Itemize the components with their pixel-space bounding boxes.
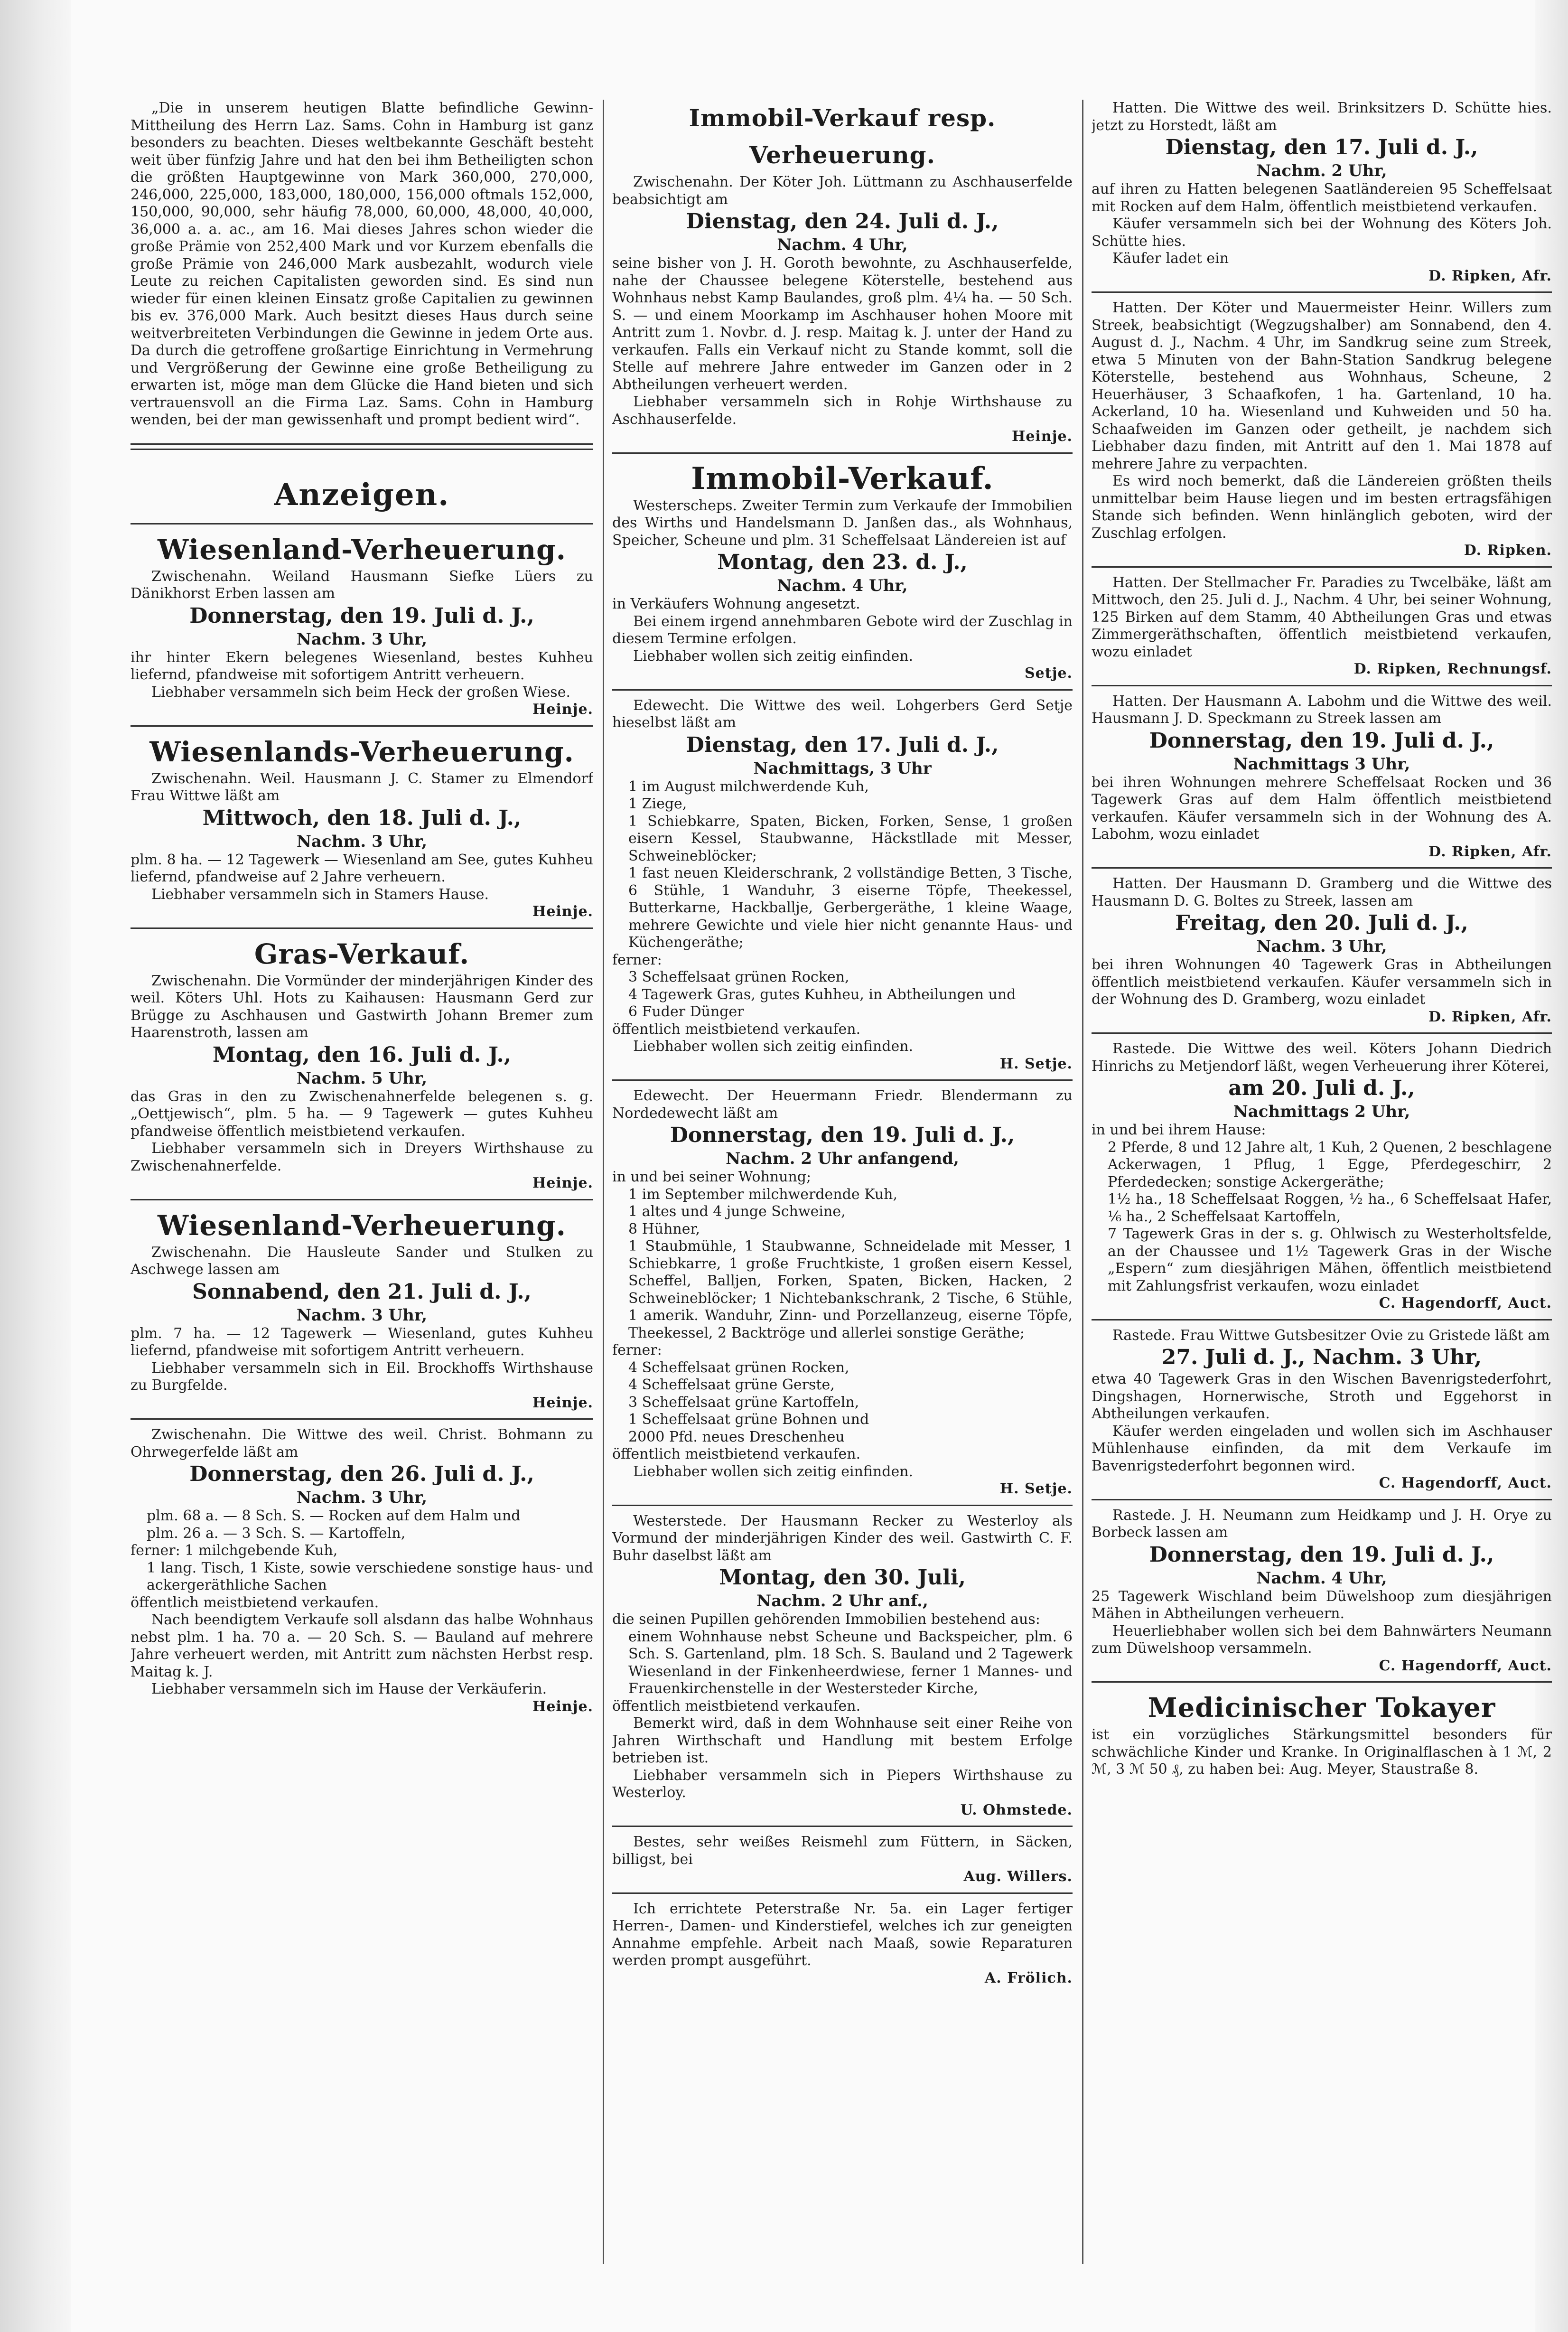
ad-body: öffentlich meistbietend verkaufen. <box>612 1446 861 1462</box>
ad-title: Wiesenlands-Verheuerung. <box>149 735 574 768</box>
ad-divider <box>1092 1319 1552 1321</box>
ad-text: Hatten. Der Stellmacher Fr. Paradies zu Twcelbäke, läßt am Mittwoch, den 25. Juli d. J., Nachm. 4 Uhr, bei seiner Wohnung, 125 Birken auf dem Stamm, 40 Abtheilungen Gras und etwas Zimmergeräthschaften, öffentlich meistbietend verkaufen, wozu einladet <box>1092 574 1552 660</box>
ad-text: Rastede. Die Wittwe des weil. Köters Johann Diedrich Hinrichs zu Metjendorf läßt, wegen Verheuerung ihrer Köterei, <box>1092 1040 1552 1075</box>
ad-time: Nachm. 3 Uhr, <box>296 832 428 851</box>
list-item: 1 Schiebkarre, Spaten, Bicken, Forken, Sense, 1 großen eisern Kessel, Staubwanne, Häckstllade mit Messer, Schweineblöcker; <box>628 813 1073 864</box>
ad-rastede-hinrichs <box>1092 1040 1552 1312</box>
ad-time: Nachm. 3 Uhr, <box>296 629 428 649</box>
section-heading-anzeigen: Anzeigen. <box>274 477 450 513</box>
ad-time: Nachm. 3 Uhr, <box>1256 937 1387 956</box>
ad-date: Donnerstag, den 19. Juli d. J., <box>189 603 534 628</box>
ad-text: Zwischenahn. Die Hausleute Sander und Stulken zu Aschwege lassen am <box>131 1244 593 1278</box>
ad-divider <box>131 725 593 727</box>
ad-wiesenland-3 <box>131 1207 593 1412</box>
ad-body: Nach beendigtem Verkaufe soll alsdann das halbe Wohnhaus nebst plm. 1 ha. 70 a. — 20 Sch. S. — Bauland auf mehrere Jahre verheuert werden, mit Antritt zum nächsten Herbst resp. Maitag k. J. <box>131 1611 593 1680</box>
ad-text: Ich errichtete Peterstraße Nr. 5a. ein Lager fertiger Herren-, Damen- und Kinderstiefel, welches ich zur geneigten Annahme empfehle. Arbeit nach Maaß, sowie Reparaturen werden prompt ausgeführt. <box>612 1900 1073 1969</box>
ad-closing: Liebhaber versammeln sich im Hause der Verkäuferin. <box>151 1681 547 1697</box>
ad-body: seine bisher von J. H. Goroth bewohnte, zu Aschhauserfelde, nahe der Chaussee belegene Köterstelle, bestehend aus Wohnhaus nebst Kamp Baulandes, groß plm. 4¼ ha. — 50 Sch. S. — und einem Moorkamp im Aschhauser hohen Moore mit Antritt zum 1. Novbr. d. J. resp. Maitag k. J. unter der Hand zu verkaufen. Falls ein Verkauf nicht zu Stande kommt, soll die Stelle auf mehrere Jahre entweder im Ganzen oder in 2 Abtheilungen verheuert werden. <box>612 255 1073 393</box>
ad-closing: Liebhaber versammeln sich in Stamers Hause. <box>151 886 489 903</box>
ad-date: Dienstag, den 24. Juli d. J., <box>686 209 999 234</box>
ad-date: Montag, den 23. d. J., <box>717 550 968 574</box>
list-item: 8 Hühner, <box>628 1220 700 1237</box>
ad-time: Nachm. 2 Uhr anf., <box>756 1592 928 1611</box>
ad-date: Donnerstag, den 19. Juli d. J., <box>1149 728 1494 753</box>
list-item: 4 Scheffelsaat grüne Gerste, <box>628 1377 835 1393</box>
ad-divider <box>612 1826 1073 1827</box>
ad-time: Nachm. 4 Uhr, <box>777 576 908 595</box>
ad-date: Mittwoch, den 18. Juli d. J., <box>202 805 522 830</box>
ad-signature: D. Ripken, Afr. <box>1428 1008 1552 1025</box>
list-item: 2000 Pfd. neues Dreschenheu <box>628 1428 845 1445</box>
ad-date: Donnerstag, den 19. Juli d. J., <box>670 1123 1015 1147</box>
ad-signature: A. Frölich. <box>984 1969 1073 1986</box>
ad-text: Rastede. J. H. Neumann zum Heidkamp und J. H. Orye zu Borbeck lassen am <box>1092 1507 1552 1541</box>
ad-body: Es wird noch bemerkt, daß die Ländereien größten theils unmittelbar beim Hause liegen und im besten ertragsfähigen Stande sich befinden. Wenn hinlänglich geboten, wird der Zuschlag erfolgen. <box>1092 473 1552 542</box>
ad-signature: Aug. Willers. <box>963 1868 1073 1885</box>
list-item: 3 Scheffelsaat grüne Kartoffeln, <box>628 1394 859 1411</box>
ad-body: plm. 8 ha. — 12 Tagewerk — Wiesenland am See, gutes Kuhheu liefernd, pfandweise auf 2 Jahre verheuern. <box>131 851 593 885</box>
ad-signature: H. Setje. <box>999 1480 1073 1497</box>
ad-wiesenland-1 <box>131 531 593 719</box>
ad-immobil-verheuerung <box>612 100 1073 446</box>
lottery-notice: „Die in unserem heutigen Blatte befindliche Gewinn-Mittheilung des Herrn Laz. Sams. Cohn in Hamburg ist ganz besonders zu beachten. Dieses weltbekannte Geschäft besteht weit über fünfzig Jahre und hat den bei ihm Betheiligten schon die größten Hauptgewinne von Mark 360,000, 270,000, 246,000, 225,000, 183,000, 180,000, 156,000 oftmals 152,000, 150,000, 90,000, sehr häufig 78,000, 60,000, 48,000, 40,000, 36,000 a. a. ac., am 16. Mai dieses Jahres schon wieder die große Prämie von 252,400 Mark und vor Kurzem ebenfalls die große Prämie von 246,000 Mark ausbezahlt, wodurch viele Leute zu reichen Capitalisten geworden sind. Es sind nun wieder für einen kleinen Einsatz große Capitalien zu gewinnen bis ev. 376,000 Mark. Auch besitzt dieses Haus durch seine weitverbreiteten Verbindungen die Gewinne in jedem Orte aus. Da durch die getroffene großartige Einrichtung in Vermehrung und Vergrößerung der Gewinne eine große Betheiligung zu erwarten ist, möge man dem Glücke die Hand bieten und sich vertrauensvoll an die Firma Laz. Sams. Cohn in Hamburg wenden, bei der man gewissenhaft und prompt bedient wird“. <box>131 100 593 428</box>
ad-stiefel <box>612 1901 1073 1987</box>
list-item: 7 Tagewerk Gras in der s. g. Ohlwisch zu Westerholtsfelde, an der Chaussee und 1½ Tagewerk Gras in der Wische „Espern“ zum diesjährigen Mähen, öffentlich meistbietend mit Zahlungsfrist verkaufen, wozu einladet <box>1108 1226 1552 1294</box>
list-item: 1 im August milchwerdende Kuh, <box>628 778 869 795</box>
list-item: 1 lang. Tisch, 1 Kiste, sowie verschiedene sonstige haus- und ackergeräthliche Sachen <box>147 1559 593 1593</box>
ad-signature: Heinje. <box>532 701 593 718</box>
ad-hatten-schuette <box>1092 100 1552 285</box>
ad-text: Hatten. Der Hausmann A. Labohm und die Wittwe des weil. Hausmann J. D. Speckmann zu Streek lassen am <box>1092 693 1552 727</box>
ad-body: plm. 7 ha. — 12 Tagewerk — Wiesenland, gutes Kuhheu liefernd, pfandweise mit sofortigem Antritt verheuern. <box>131 1325 593 1359</box>
ad-body: auf ihren zu Hatten belegenen Saatländereien 95 Scheffelsaat mit Rocken auf dem Halm, öffentlich meistbietend verkaufen. <box>1092 181 1552 215</box>
ad-intro: in und bei ihrem Hause: <box>1092 1122 1266 1138</box>
ad-divider <box>1092 291 1552 293</box>
ad-divider <box>612 689 1073 691</box>
ad-title: Medicinischer Tokayer <box>1148 1692 1496 1723</box>
ad-date: Donnerstag, den 19. Juli d. J., <box>1149 1542 1494 1567</box>
ad-hatten-willers <box>1092 300 1552 560</box>
ad-immobil-verkauf <box>612 460 1073 683</box>
ad-body: öffentlich meistbietend verkaufen. <box>612 1697 861 1714</box>
ad-text: Hatten. Der Hausmann D. Gramberg und die Wittwe des Hausmann D. G. Boltes zu Streek, lassen am <box>1092 875 1552 909</box>
ad-body: ist ein vorzügliches Stärkungsmittel besonders für schwächliche Kinder und Kranke. In Originalflaschen à 1 ℳ, 2 ℳ, 3 ℳ 50 ₰, zu haben bei: Aug. Meyer, Staustraße 8. <box>1092 1726 1552 1778</box>
ad-westerstede-immobilien <box>612 1513 1073 1819</box>
ad-date: Sonnabend, den 21. Juli d. J., <box>192 1279 532 1304</box>
list-item: 1 Scheffelsaat grüne Bohnen und <box>628 1411 869 1428</box>
ad-time: Nachm. 2 Uhr anfangend, <box>726 1149 959 1168</box>
ad-date: am 20. Juli d. J., <box>1228 1076 1415 1100</box>
section-divider <box>131 443 593 450</box>
ad-body: bei ihren Wohnungen mehrere Scheffelsaat Rocken und 36 Tagewerk Gras auf dem Halm öffentlich meistbietend verkaufen. Käufer versammeln sich in der Wohnung des A. Labohm, wozu einladet <box>1092 774 1552 843</box>
list-item: ferner: 1 milchgebende Kuh, <box>131 1542 338 1559</box>
ad-signature: D. Ripken, Afr. <box>1428 843 1552 860</box>
ad-time: Nachmittags 3 Uhr, <box>1233 754 1410 774</box>
ad-divider <box>131 1418 593 1420</box>
ad-body: Heuerliebhaber wollen sich bei dem Bahnwärters Neumann zum Düwelshoop versammeln. <box>1092 1622 1552 1657</box>
ad-hatten-gramberg <box>1092 875 1552 1026</box>
ad-time: Nachm. 4 Uhr, <box>1256 1568 1387 1588</box>
ad-time: Nachm. 4 Uhr, <box>777 235 908 254</box>
column-right <box>1092 100 1552 2293</box>
ad-body: ihr hinter Ekern belegenes Wiesenland, bestes Kuhheu liefernd, pfandweise mit sofortigem Antritt verheuern. <box>131 649 593 683</box>
ad-time: Nachm. 3 Uhr, <box>296 1305 428 1325</box>
ad-divider <box>1092 566 1552 568</box>
ad-bohmann-sale <box>131 1426 593 1715</box>
list-item: plm. 68 a. — 8 Sch. S. — Rocken auf dem Halm und <box>147 1508 521 1524</box>
ad-date: 27. Juli d. J., Nachm. 3 Uhr, <box>1161 1345 1482 1369</box>
ad-title: Wiesenland-Verheuerung. <box>158 533 566 566</box>
list-item: 1 im September milchwerdende Kuh, <box>628 1186 898 1203</box>
ad-closing: Liebhaber wollen sich zeitig einfinden. <box>633 1038 914 1055</box>
ad-signature: Heinje. <box>1011 428 1073 445</box>
ad-title: Immobil-Verkauf. <box>691 460 994 496</box>
ad-time: Nachmittags 2 Uhr, <box>1233 1102 1410 1121</box>
ad-closing: Liebhaber versammeln sich beim Heck der großen Wiese. <box>151 684 570 701</box>
list-item: 1 Staubmühle, 1 Staubwanne, Schneidelade mit Messer, 1 Schiebkarre, 1 große Fruchtkiste, 1 großen eisern Kessel, Scheffel, Balljen, Forken, Spaten, Bicken, Hacken, 2 Schweineblöcker; 1 Nichtebankschrank, 2 Tische, 6 Stühle, 1 amerik. Wanduhr, Zinn- und Porzellanzeug, eiserne Töpfe, Theekessel, 2 Backtröge und allerlei sonstige Geräthe; <box>628 1238 1073 1341</box>
column-divider <box>603 100 604 2264</box>
ad-intro: die seinen Pupillen gehörenden Immobilien bestehend aus: <box>612 1611 1040 1628</box>
ad-intro: in und bei seiner Wohnung; <box>612 1169 812 1185</box>
ad-signature: C. Hagendorff, Auct. <box>1379 1657 1552 1674</box>
ad-body: bei ihren Wohnungen 40 Tagewerk Gras in Abtheilungen öffentlich meistbietend verkaufen. Käufer versammeln sich in der Wohnung des D. Gramberg, wozu einladet <box>1092 956 1552 1008</box>
ad-signature: Setje. <box>1025 665 1073 682</box>
ad-text: Zwischenahn. Weil. Hausmann J. C. Stamer zu Elmendorf Frau Wittwe läßt am <box>131 770 593 804</box>
list-item: 1 altes und 4 junge Schweine, <box>628 1203 846 1220</box>
ad-gras-verkauf <box>131 936 593 1192</box>
ad-closing: Liebhaber wollen sich zeitig einfinden. <box>633 1463 914 1480</box>
list-item: 4 Scheffelsaat grünen Rocken, <box>628 1359 849 1376</box>
ad-divider <box>612 1079 1073 1081</box>
ad-signature: H. Setje. <box>999 1055 1073 1072</box>
ad-signature: Heinje. <box>532 1175 593 1191</box>
ad-blendermann-sale <box>612 1087 1073 1498</box>
list-item: 6 Fuder Dünger <box>628 1003 744 1020</box>
ad-time: Nachm. 5 Uhr, <box>296 1068 428 1088</box>
list-item: 4 Tagewerk Gras, gutes Kuhheu, in Abtheilungen und <box>628 986 1016 1003</box>
ad-time: Nachm. 2 Uhr, <box>1256 161 1387 180</box>
ad-body: Bei einem irgend annehmbaren Gebote wird der Zuschlag in diesem Termine erfolgen. <box>612 613 1073 647</box>
ad-closing: Liebhaber versammeln sich in Eil. Brockhoffs Wirthshause zu Burgfelde. <box>131 1359 593 1394</box>
ad-divider <box>612 1892 1073 1894</box>
ad-text: Westerstede. Der Hausmann Recker zu Westerloy als Vormund der minderjährigen Kinder des weil. Gastwirth C. F. Buhr daselbst läßt am <box>612 1512 1073 1564</box>
list-item: 1½ ha., 18 Scheffelsaat Roggen, ½ ha., 6 Scheffelsaat Hafer, ⅙ ha., 2 Scheffelsaat Kartoffeln, <box>1108 1191 1552 1225</box>
ad-divider <box>1092 1681 1552 1683</box>
ad-wiesenland-2 <box>131 733 593 921</box>
ad-closing: Käufer ladet ein <box>1112 250 1229 267</box>
ad-body: etwa 40 Tagewerk Gras in den Wischen Bavenrigstederfohrt, Dingshagen, Hornerwische, Stroth und Eggehorst in Abtheilungen verkaufen. <box>1092 1371 1552 1422</box>
ad-date: Dienstag, den 17. Juli d. J., <box>1165 135 1478 159</box>
ad-title: Immobil-Verkauf resp. Verheuerung. <box>689 104 996 169</box>
list-item: 1 Ziege, <box>628 796 687 812</box>
ad-signature: C. Hagendorff, Auct. <box>1379 1475 1552 1491</box>
list-item: plm. 26 a. — 3 Sch. S. — Kartoffeln, <box>147 1525 406 1542</box>
ad-closing: Liebhaber versammeln sich in Rohje Wirthshause zu Aschhauserfelde. <box>612 393 1073 428</box>
ad-divider <box>131 1199 593 1200</box>
ad-divider <box>1092 685 1552 686</box>
ad-signature: Heinje. <box>532 1698 593 1715</box>
list-item: ferner: <box>612 951 662 968</box>
ad-closing: Liebhaber versammeln sich in Piepers Wirthshause zu Westerloy. <box>612 1767 1073 1801</box>
ad-signature: Heinje. <box>532 903 593 920</box>
ad-divider <box>131 927 593 929</box>
ad-closing: Liebhaber wollen sich zeitig einfinden. <box>633 647 914 665</box>
ad-title: Wiesenland-Verheuerung. <box>158 1209 566 1242</box>
ad-rastede-ovie <box>1092 1327 1552 1492</box>
ad-closing: Liebhaber versammeln sich in Dreyers Wirthshause zu Zwischenahnerfelde. <box>131 1140 593 1174</box>
ad-divider <box>612 452 1073 454</box>
ad-divider <box>1092 867 1552 869</box>
ad-text: Hatten. Die Wittwe des weil. Brinksitzers D. Schütte hies. jetzt zu Horstedt, läßt am <box>1092 100 1552 134</box>
ad-text: Hatten. Der Köter und Mauermeister Heinr. Willers zum Streek, beabsichtigt (Wegzugshalber) am Sonnabend, den 4. August d. J., Nachm. 4 Uhr, im Sandkrug seine zum Streek, etwa 5 Minuten von der Bahn-Station Sandkrug belegene Köterstelle, bestehend aus Wohnhaus, Scheune, 2 Heuerhäuser, 3 Schaafkofen, 1 ha. Gartenland, 10 ha. Ackerland, 10 ha. Wiesenland und Kuhweiden und 50 ha. Schaafweiden im Ganzen oder getheilt, je nachdem sich Liebhaber dazu finden, mit Antritt auf den 1. Mai 1878 auf mehrere Jahre zu verpachten. <box>1092 300 1552 472</box>
ad-time: Nachmittags, 3 Uhr <box>753 759 932 778</box>
ad-body: 25 Tagewerk Wischland beim Düwelshoop zum diesjährigen Mähen in Abtheilungen verheuern. <box>1092 1588 1552 1622</box>
ad-title: Gras-Verkauf. <box>254 937 470 970</box>
ad-text: Zwischenahn. Die Wittwe des weil. Christ. Bohmann zu Ohrwegerfelde läßt am <box>131 1426 593 1461</box>
ad-signature: U. Ohmstede. <box>960 1801 1073 1818</box>
ad-body: das Gras in den zu Zwischenahnerfelde belegenen s. g. „Oettjewisch“, plm. 5 ha. — 9 Tagewerk — gutes Kuhheu pfandweise öffentlich meistbietend verkaufen. <box>131 1088 593 1140</box>
ad-reismehl <box>612 1834 1073 1886</box>
ad-body: Bemerkt wird, daß in dem Wohnhause seit einer Reihe von Jahren Wirthschaft und Handlung mit bestem Erfolge betrieben ist. <box>612 1715 1073 1766</box>
ad-date: Donnerstag, den 26. Juli d. J., <box>189 1462 534 1486</box>
ad-text: Westerscheps. Zweiter Termin zum Verkaufe der Immobilien des Wirths und Handelsmann D. Janßen das., als Wohnhaus, Speicher, Scheune und plm. 31 Scheffelsaat Ländereien ist auf <box>612 497 1073 549</box>
ad-text: Bestes, sehr weißes Reismehl zum Füttern, in Säcken, billigst, bei <box>612 1834 1073 1868</box>
ad-body: öffentlich meistbietend verkaufen. <box>612 1021 861 1038</box>
list-item: einem Wohnhause nebst Scheune und Backspeicher, plm. 6 Sch. S. Gartenland, plm. 18 Sch. S. Bauland und 2 Tagewerk Wiesenland in der Finkenheerdwiese, ferner 1 Mannes- und Frauenkirchenstelle in der Westersteder Kirche, <box>628 1628 1073 1697</box>
ad-text: Zwischenahn. Die Vormünder der minderjährigen Kinder des weil. Köters Uhl. Hots zu Kaihausen: Hausmann Gerd zur Brügge zu Aschhausen und Gastwirth Johann Bremer zum Haarenstroth, lassen am <box>131 972 593 1041</box>
ad-closing: Käufer versammeln sich bei der Wohnung des Köters Joh. Schütte hies. <box>1092 215 1552 250</box>
ad-body: öffentlich meistbietend verkaufen. <box>131 1594 379 1611</box>
ad-signature: Heinje. <box>532 1394 593 1411</box>
ad-date: Freitag, den 20. Juli d. J., <box>1175 911 1468 935</box>
ad-divider <box>612 1505 1073 1506</box>
ad-divider <box>1092 1499 1552 1500</box>
list-item: 3 Scheffelsaat grünen Rocken, <box>628 969 849 985</box>
ad-tokayer <box>1092 1689 1552 1779</box>
ad-hatten-labohm <box>1092 693 1552 861</box>
ad-date: Dienstag, den 17. Juli d. J., <box>686 732 999 757</box>
list-item: ferner: <box>612 1342 662 1358</box>
ad-text: Zwischenahn. Der Köter Joh. Lüttmann zu Aschhauserfelde beabsichtigt am <box>612 174 1073 208</box>
ad-setje-sale <box>612 697 1073 1073</box>
ad-signature: D. Ripken, Rechnungsf. <box>1353 661 1552 677</box>
ad-rastede-neumann <box>1092 1507 1552 1675</box>
ad-signature: C. Hagendorff, Auct. <box>1379 1295 1552 1311</box>
ad-text: Edewecht. Die Wittwe des weil. Lohgerbers Gerd Setje hieselbst läßt am <box>612 697 1073 731</box>
ad-text: Rastede. Frau Wittwe Gutsbesitzer Ovie zu Gristede läßt am <box>1112 1327 1550 1344</box>
ad-text: Zwischenahn. Weiland Hausmann Siefke Lüers zu Dänikhorst Erben lassen am <box>131 568 593 602</box>
column-divider <box>1082 100 1083 2264</box>
ad-signature: D. Ripken. <box>1464 542 1552 559</box>
ad-divider <box>131 523 593 524</box>
ad-divider <box>1092 1032 1552 1034</box>
ad-date: Montag, den 30. Juli, <box>719 1565 966 1590</box>
ad-body: Käufer werden eingeladen und wollen sich im Aschhauser Mühlenhause einfinden, da mit dem Verkaufe im Bavenrigstederfohrt begonnen wird. <box>1092 1423 1552 1474</box>
list-item: 2 Pferde, 8 und 12 Jahre alt, 1 Kuh, 2 Quenen, 2 beschlagene Ackerwagen, 1 Pflug, 1 Egge, Pferdegeschirr, 2 Pferdedecken; sonstige Ackergeräthe; <box>1108 1139 1552 1190</box>
ad-text: Edewecht. Der Heuermann Friedr. Blendermann zu Nordedewecht läßt am <box>612 1087 1073 1122</box>
binding-shadow <box>0 0 71 2332</box>
ad-date: Montag, den 16. Juli d. J., <box>212 1042 512 1067</box>
ad-signature: D. Ripken, Afr. <box>1428 267 1552 284</box>
ad-body: in Verkäufers Wohnung angesetzt. <box>612 596 860 612</box>
column-middle <box>612 100 1073 2293</box>
column-left <box>131 100 593 2293</box>
list-item: 1 fast neuen Kleiderschrank, 2 vollständige Betten, 3 Tische, 6 Stühle, 1 Wanduhr, 3 eiserne Töpfe, Theekessel, Butterkarne, Hackballje, Gerbergeräthe, 1 kleine Waage, mehrere Gewichte und viele hier nicht genannte Haus- und Küchengeräthe; <box>628 865 1073 951</box>
ad-time: Nachm. 3 Uhr, <box>296 1488 428 1507</box>
ad-hatten-paradies <box>1092 574 1552 678</box>
